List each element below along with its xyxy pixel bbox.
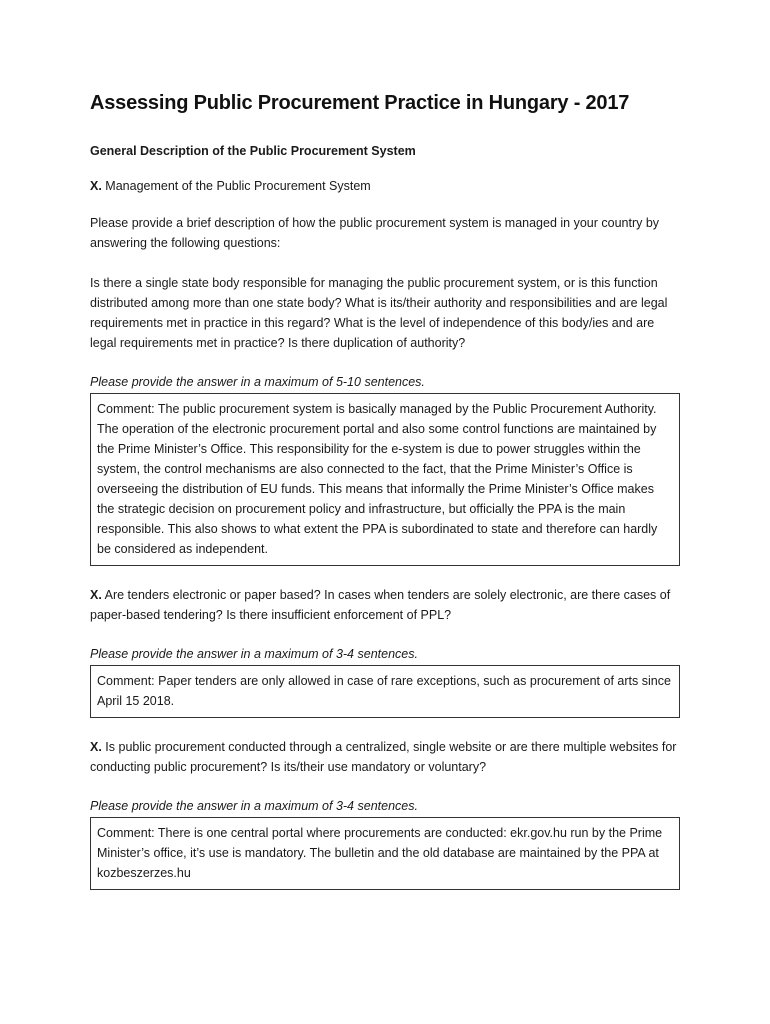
comment-box: Comment: Paper tenders are only allowed in case of rare exceptions, such as procurement of arts since April 15 2018.	[90, 665, 680, 718]
answer-hint: Please provide the answer in a maximum of 5-10 sentences.	[90, 375, 425, 389]
question-block	[90, 585, 680, 625]
document-subtitle: General Description of the Public Procurement System	[90, 144, 416, 158]
question-marker: X.	[90, 740, 102, 754]
answer-hint: Please provide the answer in a maximum of 3-4 sentences.	[90, 799, 418, 813]
answer-hint: Please provide the answer in a maximum of 3-4 sentences.	[90, 647, 418, 661]
document-title: Assessing Public Procurement Practice in Hungary - 2017	[90, 92, 630, 114]
section-heading	[90, 179, 680, 193]
question-text: Are tenders electronic or paper based? In cases when tenders are solely electronic, are there cases of paper-based tendering? Is there insufficient enforcement of PPL?	[90, 588, 671, 622]
comment-box: Comment: There is one central portal where procurements are conducted: ekr.gov.hu run by the Prime Minister’s office, it’s use is mandatory. The bulletin and the old database are maintained by the PPA at kozbeszerzes.hu	[90, 817, 680, 890]
section-heading-text: Management of the Public Procurement System	[105, 179, 371, 193]
intro-paragraph: Please provide a brief description of how the public procurement system is managed in your country by answering the following questions:	[90, 216, 660, 250]
document-page	[90, 92, 680, 890]
question-text: Is there a single state body responsible for managing the public procurement system, or is this function distributed among more than one state body? What is its/their authority and responsibilities and are legal requirements met in practice in this regard? What is the level of independence of this body/ies and are legal requirements met in practice? Is there duplication of authority?	[90, 276, 668, 350]
question-marker: X.	[90, 588, 102, 602]
comment-box: Comment: The public procurement system is basically managed by the Public Procurement Authority. The operation of the electronic procurement portal and also some control functions are maintained by the Prime Minister’s Office. This responsibility for the e-system is due to power struggles within the system, the control mechanisms are also connected to the fact, that the Prime Minister’s Office is overseeing the distribution of EU funds. This means that informally the Prime Minister’s Office makes the strategic decision on procurement policy and infrastructure, but officially the PPA is the main responsible. This also shows to what extent the PPA is subordinated to state and therefore can hardly be considered as independent.	[90, 393, 680, 566]
question-text: Is public procurement conducted through a centralized, single website or are there multiple websites for conducting public procurement? Is its/their use mandatory or voluntary?	[90, 740, 677, 774]
question-block	[90, 737, 680, 777]
section-marker: X.	[90, 179, 102, 193]
